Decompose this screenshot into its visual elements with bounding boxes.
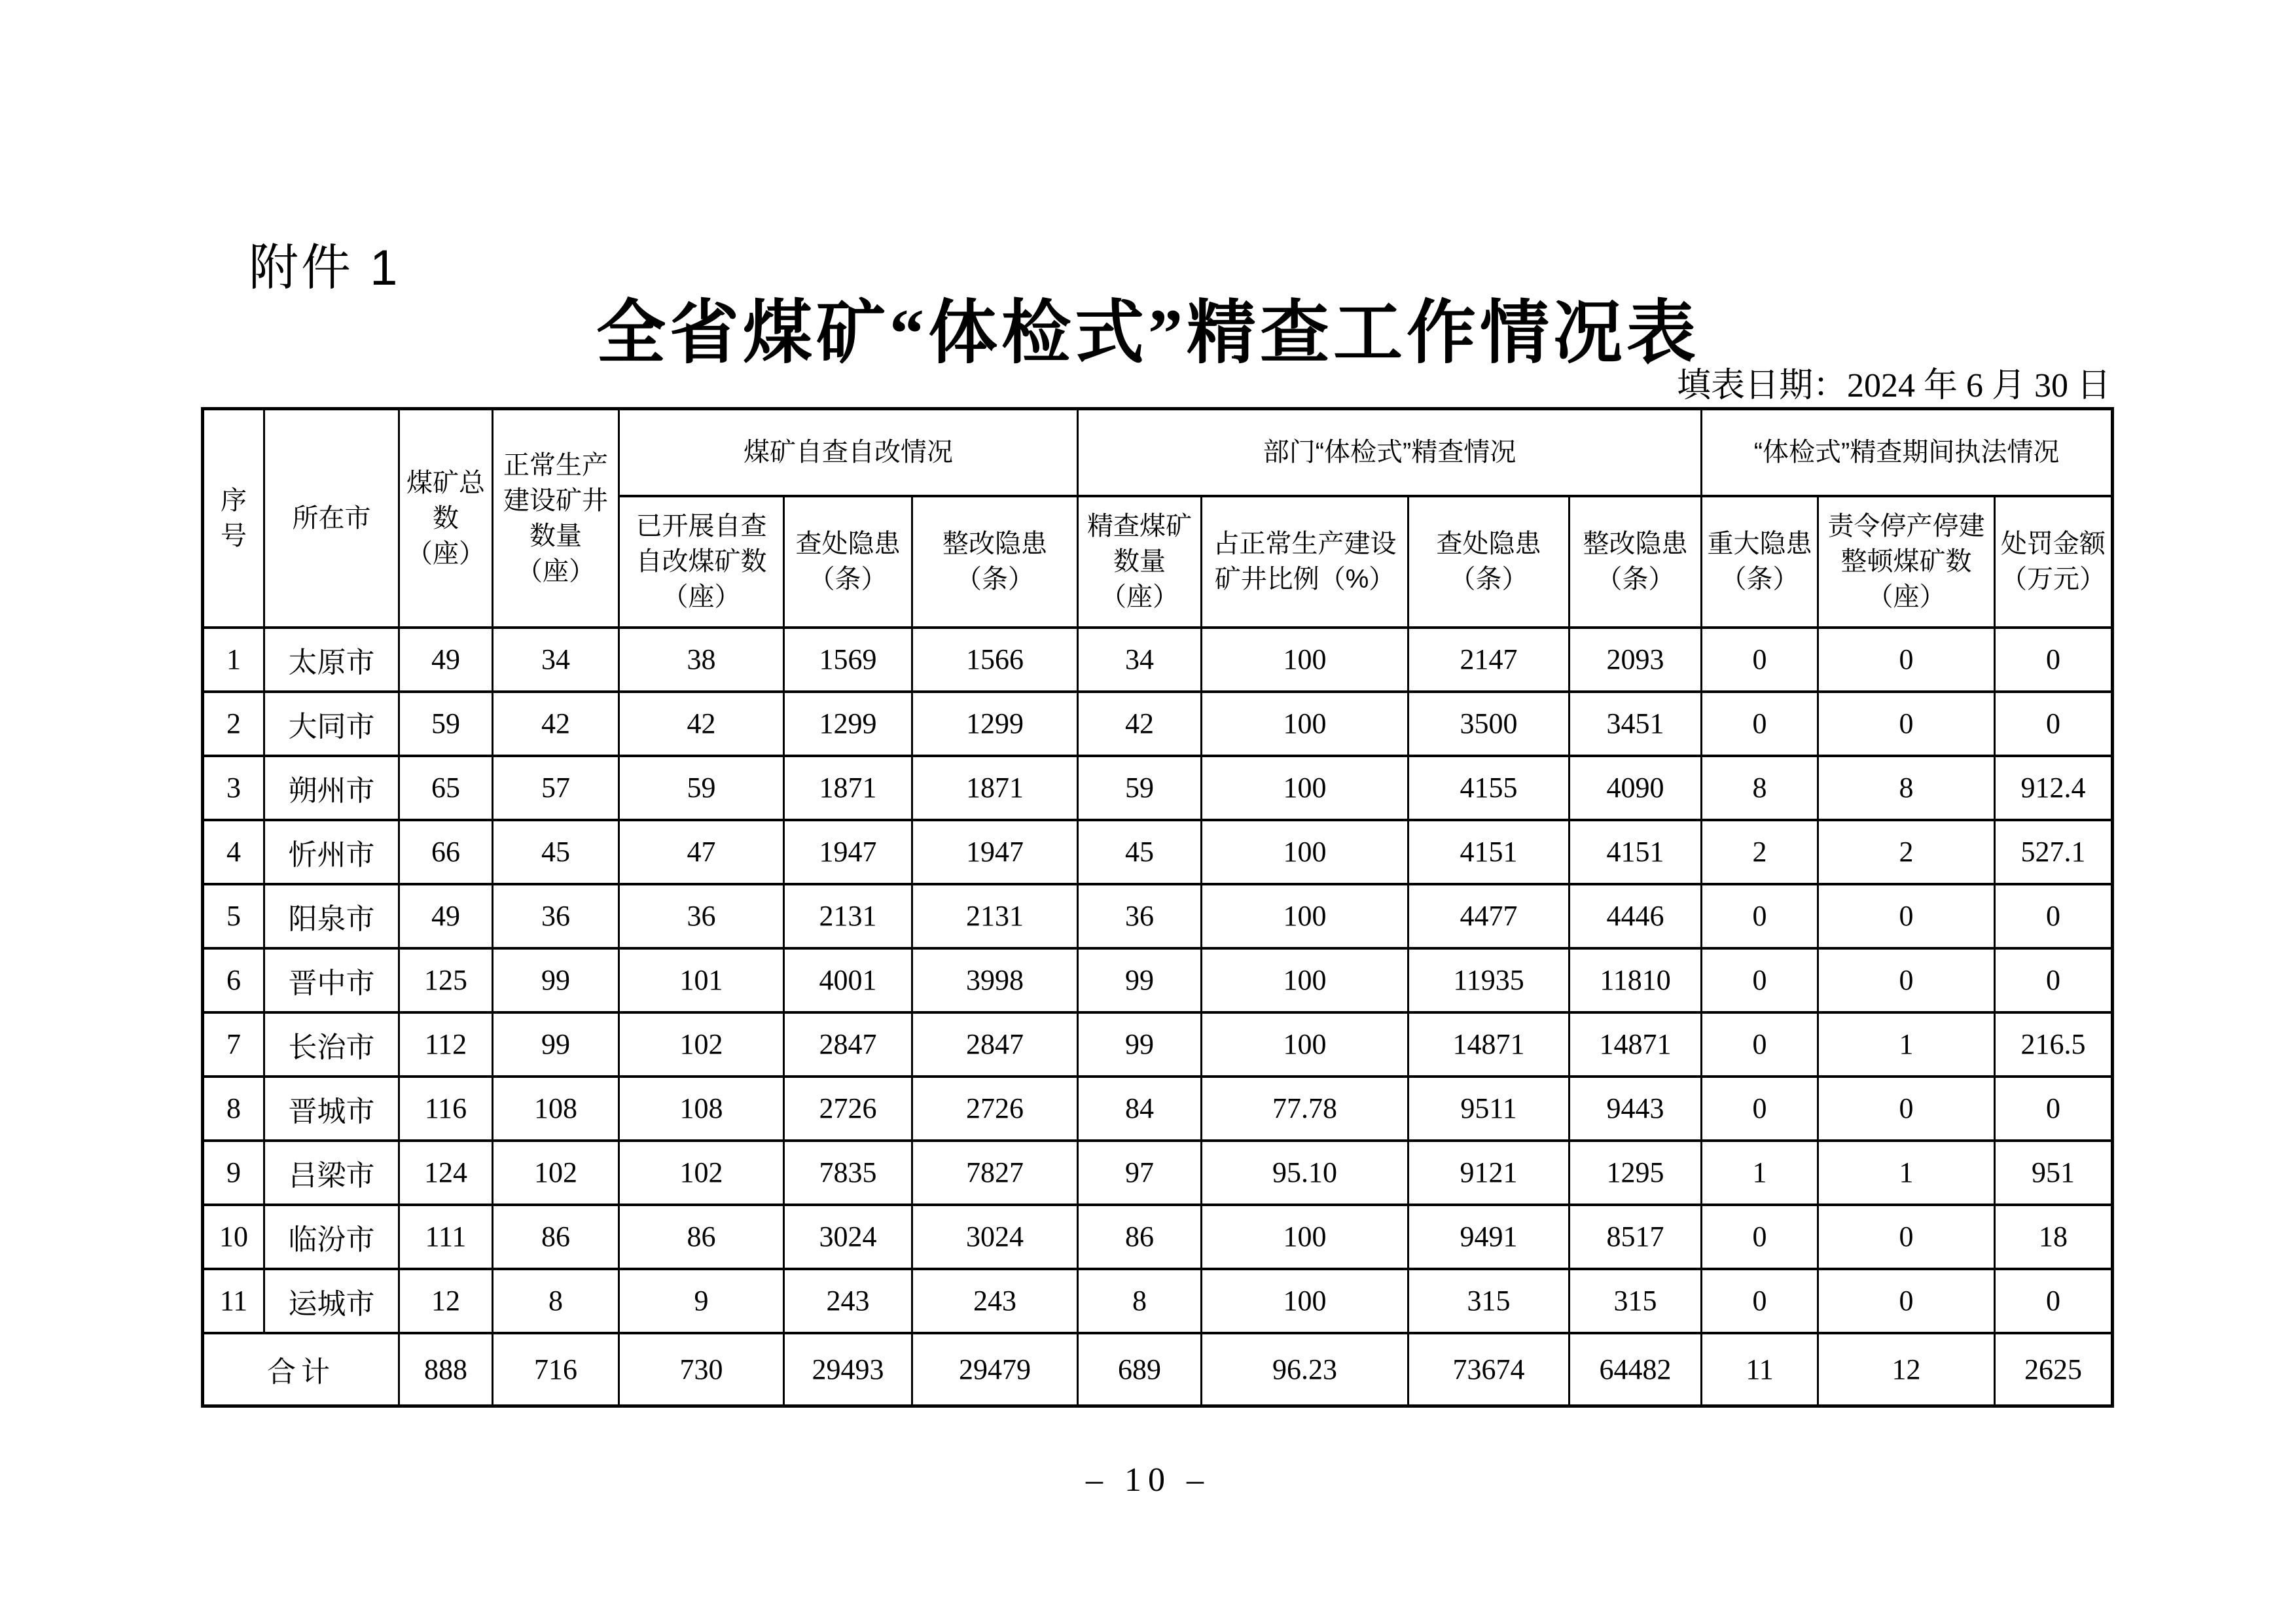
city-cell: 晋中市 (264, 948, 399, 1012)
value-cell: 0 (1818, 1269, 1995, 1333)
value-cell: 8 (493, 1269, 619, 1333)
value-cell: 0 (1702, 884, 1818, 948)
total-value-cell: 11 (1702, 1333, 1818, 1406)
col-header-ordered-stop-mines: 责令停产停建整顿煤矿数（座） (1818, 496, 1995, 628)
value-cell: 2726 (912, 1077, 1078, 1141)
value-cell: 9511 (1408, 1077, 1570, 1141)
value-cell: 3451 (1570, 692, 1702, 756)
value-cell: 0 (1702, 628, 1818, 692)
city-cell: 晋城市 (264, 1077, 399, 1141)
table-row (203, 948, 2113, 1012)
page-number: – 10 – (1086, 1461, 1210, 1499)
value-cell: 111 (399, 1205, 493, 1269)
table-row (203, 1269, 2113, 1333)
value-cell: 2726 (784, 1077, 912, 1141)
city-cell: 长治市 (264, 1012, 399, 1077)
value-cell: 2131 (784, 884, 912, 948)
value-cell: 0 (1702, 1077, 1818, 1141)
city-cell: 大同市 (264, 692, 399, 756)
seq-cell: 2 (203, 692, 264, 756)
value-cell: 0 (1818, 692, 1995, 756)
value-cell: 100 (1202, 884, 1408, 948)
value-cell: 36 (619, 884, 784, 948)
value-cell: 0 (1702, 692, 1818, 756)
group-header-dept-check: 部门“体检式”精查情况 (1078, 409, 1702, 496)
value-cell: 4001 (784, 948, 912, 1012)
value-cell: 216.5 (1995, 1012, 2113, 1077)
value-cell: 9491 (1408, 1205, 1570, 1269)
value-cell: 34 (1078, 628, 1202, 692)
group-header-enforcement: “体检式”精查期间执法情况 (1702, 409, 2113, 496)
value-cell: 1569 (784, 628, 912, 692)
value-cell: 8517 (1570, 1205, 1702, 1269)
total-value-cell: 29479 (912, 1333, 1078, 1406)
value-cell: 4155 (1408, 756, 1570, 820)
value-cell: 86 (1078, 1205, 1202, 1269)
value-cell: 7835 (784, 1141, 912, 1205)
col-header-inspected-mines: 精查煤矿数量（座） (1078, 496, 1202, 628)
value-cell: 8 (1818, 756, 1995, 820)
value-cell: 112 (399, 1012, 493, 1077)
city-cell: 运城市 (264, 1269, 399, 1333)
value-cell: 1947 (912, 820, 1078, 884)
value-cell: 57 (493, 756, 619, 820)
value-cell: 42 (619, 692, 784, 756)
total-value-cell: 12 (1818, 1333, 1995, 1406)
value-cell: 100 (1202, 1269, 1408, 1333)
value-cell: 102 (493, 1141, 619, 1205)
value-cell: 42 (493, 692, 619, 756)
value-cell: 18 (1995, 1205, 2113, 1269)
seq-cell: 6 (203, 948, 264, 1012)
value-cell: 108 (619, 1077, 784, 1141)
value-cell: 315 (1570, 1269, 1702, 1333)
value-cell: 243 (912, 1269, 1078, 1333)
value-cell: 38 (619, 628, 784, 692)
col-header-fine-amount: 处罚金额（万元） (1995, 496, 2113, 628)
table-row (203, 820, 2113, 884)
attachment-label: 附件 1 (249, 240, 401, 296)
value-cell: 1 (1818, 1141, 1995, 1205)
value-cell: 1871 (784, 756, 912, 820)
col-header-self-hazards-found: 查处隐患（条） (784, 496, 912, 628)
seq-cell: 7 (203, 1012, 264, 1077)
value-cell: 0 (1818, 1205, 1995, 1269)
value-cell: 124 (399, 1141, 493, 1205)
table-row (203, 692, 2113, 756)
value-cell: 4477 (1408, 884, 1570, 948)
value-cell: 102 (619, 1141, 784, 1205)
col-header-ratio-normal: 占正常生产建设矿井比例（%） (1202, 496, 1408, 628)
value-cell: 14871 (1408, 1012, 1570, 1077)
report-table-wrap (201, 407, 2111, 1408)
seq-cell: 10 (203, 1205, 264, 1269)
value-cell: 243 (784, 1269, 912, 1333)
value-cell: 9 (619, 1269, 784, 1333)
value-cell: 2131 (912, 884, 1078, 948)
value-cell: 2 (1818, 820, 1995, 884)
total-value-cell: 96.23 (1202, 1333, 1408, 1406)
value-cell: 0 (1995, 948, 2113, 1012)
city-cell: 临汾市 (264, 1205, 399, 1269)
form-date: 填表日期：2024 年 6 月 30 日 (1676, 367, 2111, 404)
value-cell: 86 (619, 1205, 784, 1269)
value-cell: 8 (1078, 1269, 1202, 1333)
value-cell: 59 (399, 692, 493, 756)
value-cell: 2847 (784, 1012, 912, 1077)
table-total-body (203, 1333, 2113, 1406)
value-cell: 4151 (1408, 820, 1570, 884)
value-cell: 0 (1818, 948, 1995, 1012)
table-row (203, 756, 2113, 820)
total-value-cell: 29493 (784, 1333, 912, 1406)
value-cell: 1566 (912, 628, 1078, 692)
value-cell: 3024 (784, 1205, 912, 1269)
city-cell: 朔州市 (264, 756, 399, 820)
value-cell: 47 (619, 820, 784, 884)
value-cell: 2 (1702, 820, 1818, 884)
value-cell: 1295 (1570, 1141, 1702, 1205)
total-value-cell: 2625 (1995, 1333, 2113, 1406)
seq-cell: 4 (203, 820, 264, 884)
value-cell: 0 (1995, 884, 2113, 948)
total-value-cell: 689 (1078, 1333, 1202, 1406)
seq-cell: 5 (203, 884, 264, 948)
value-cell: 59 (1078, 756, 1202, 820)
value-cell: 42 (1078, 692, 1202, 756)
group-header-row (203, 409, 2113, 496)
value-cell: 1947 (784, 820, 912, 884)
group-header-self-check: 煤矿自查自改情况 (619, 409, 1078, 496)
table-row (203, 1077, 2113, 1141)
value-cell: 99 (1078, 1012, 1202, 1077)
seq-cell: 3 (203, 756, 264, 820)
total-label-cell: 合计 (203, 1333, 399, 1406)
value-cell: 100 (1202, 1012, 1408, 1077)
city-cell: 吕梁市 (264, 1141, 399, 1205)
col-header-dept-hazards-fixed: 整改隐患（条） (1570, 496, 1702, 628)
value-cell: 84 (1078, 1077, 1202, 1141)
col-header-self-check-mines: 已开展自查自改煤矿数（座） (619, 496, 784, 628)
col-header-total-mines: 煤矿总数（座） (399, 409, 493, 628)
value-cell: 100 (1202, 756, 1408, 820)
table-row (203, 1205, 2113, 1269)
value-cell: 2147 (1408, 628, 1570, 692)
value-cell: 4446 (1570, 884, 1702, 948)
value-cell: 36 (1078, 884, 1202, 948)
seq-cell: 1 (203, 628, 264, 692)
value-cell: 7827 (912, 1141, 1078, 1205)
value-cell: 0 (1818, 884, 1995, 948)
value-cell: 59 (619, 756, 784, 820)
value-cell: 11810 (1570, 948, 1702, 1012)
value-cell: 0 (1702, 1205, 1818, 1269)
value-cell: 0 (1702, 1012, 1818, 1077)
value-cell: 45 (1078, 820, 1202, 884)
total-value-cell: 888 (399, 1333, 493, 1406)
value-cell: 1 (1702, 1141, 1818, 1205)
value-cell: 1871 (912, 756, 1078, 820)
value-cell: 0 (1702, 948, 1818, 1012)
value-cell: 45 (493, 820, 619, 884)
value-cell: 4151 (1570, 820, 1702, 884)
value-cell: 99 (493, 948, 619, 1012)
total-value-cell: 730 (619, 1333, 784, 1406)
total-value-cell: 64482 (1570, 1333, 1702, 1406)
value-cell: 108 (493, 1077, 619, 1141)
city-cell: 忻州市 (264, 820, 399, 884)
value-cell: 95.10 (1202, 1141, 1408, 1205)
value-cell: 2847 (912, 1012, 1078, 1077)
value-cell: 0 (1995, 1077, 2113, 1141)
value-cell: 99 (493, 1012, 619, 1077)
col-header-major-hazards: 重大隐患（条） (1702, 496, 1818, 628)
value-cell: 4090 (1570, 756, 1702, 820)
value-cell: 0 (1995, 628, 2113, 692)
value-cell: 0 (1818, 628, 1995, 692)
value-cell: 97 (1078, 1141, 1202, 1205)
value-cell: 12 (399, 1269, 493, 1333)
value-cell: 101 (619, 948, 784, 1012)
value-cell: 34 (493, 628, 619, 692)
table-header (203, 409, 2113, 628)
total-value-cell: 716 (493, 1333, 619, 1406)
value-cell: 0 (1702, 1269, 1818, 1333)
value-cell: 100 (1202, 692, 1408, 756)
value-cell: 14871 (1570, 1012, 1702, 1077)
col-header-self-hazards-fixed: 整改隐患（条） (912, 496, 1078, 628)
value-cell: 1299 (784, 692, 912, 756)
value-cell: 11935 (1408, 948, 1570, 1012)
table-body (203, 628, 2113, 1333)
value-cell: 86 (493, 1205, 619, 1269)
value-cell: 527.1 (1995, 820, 2113, 884)
value-cell: 125 (399, 948, 493, 1012)
page-title: 全省煤矿“体检式”精查工作情况表 (596, 295, 1700, 372)
seq-cell: 8 (203, 1077, 264, 1141)
value-cell: 116 (399, 1077, 493, 1141)
city-cell: 太原市 (264, 628, 399, 692)
value-cell: 65 (399, 756, 493, 820)
value-cell: 99 (1078, 948, 1202, 1012)
value-cell: 3500 (1408, 692, 1570, 756)
table-row (203, 1012, 2113, 1077)
col-header-city: 所在市 (264, 409, 399, 628)
value-cell: 100 (1202, 1205, 1408, 1269)
value-cell: 3998 (912, 948, 1078, 1012)
value-cell: 8 (1702, 756, 1818, 820)
value-cell: 0 (1995, 1269, 2113, 1333)
value-cell: 36 (493, 884, 619, 948)
value-cell: 49 (399, 884, 493, 948)
seq-cell: 9 (203, 1141, 264, 1205)
value-cell: 912.4 (1995, 756, 2113, 820)
col-header-seq: 序号 (203, 409, 264, 628)
col-header-normal-mines: 正常生产建设矿井数量（座） (493, 409, 619, 628)
report-table (201, 407, 2114, 1408)
value-cell: 951 (1995, 1141, 2113, 1205)
seq-cell: 11 (203, 1269, 264, 1333)
col-header-dept-hazards-found: 查处隐患（条） (1408, 496, 1570, 628)
table-row (203, 1141, 2113, 1205)
value-cell: 49 (399, 628, 493, 692)
city-cell: 阳泉市 (264, 884, 399, 948)
value-cell: 0 (1995, 692, 2113, 756)
value-cell: 1 (1818, 1012, 1995, 1077)
value-cell: 9443 (1570, 1077, 1702, 1141)
value-cell: 100 (1202, 948, 1408, 1012)
total-value-cell: 73674 (1408, 1333, 1570, 1406)
value-cell: 315 (1408, 1269, 1570, 1333)
value-cell: 0 (1818, 1077, 1995, 1141)
table-row (203, 628, 2113, 692)
value-cell: 3024 (912, 1205, 1078, 1269)
value-cell: 2093 (1570, 628, 1702, 692)
value-cell: 9121 (1408, 1141, 1570, 1205)
value-cell: 102 (619, 1012, 784, 1077)
value-cell: 66 (399, 820, 493, 884)
table-row (203, 884, 2113, 948)
value-cell: 100 (1202, 820, 1408, 884)
total-row (203, 1333, 2113, 1406)
value-cell: 77.78 (1202, 1077, 1408, 1141)
value-cell: 100 (1202, 628, 1408, 692)
value-cell: 1299 (912, 692, 1078, 756)
